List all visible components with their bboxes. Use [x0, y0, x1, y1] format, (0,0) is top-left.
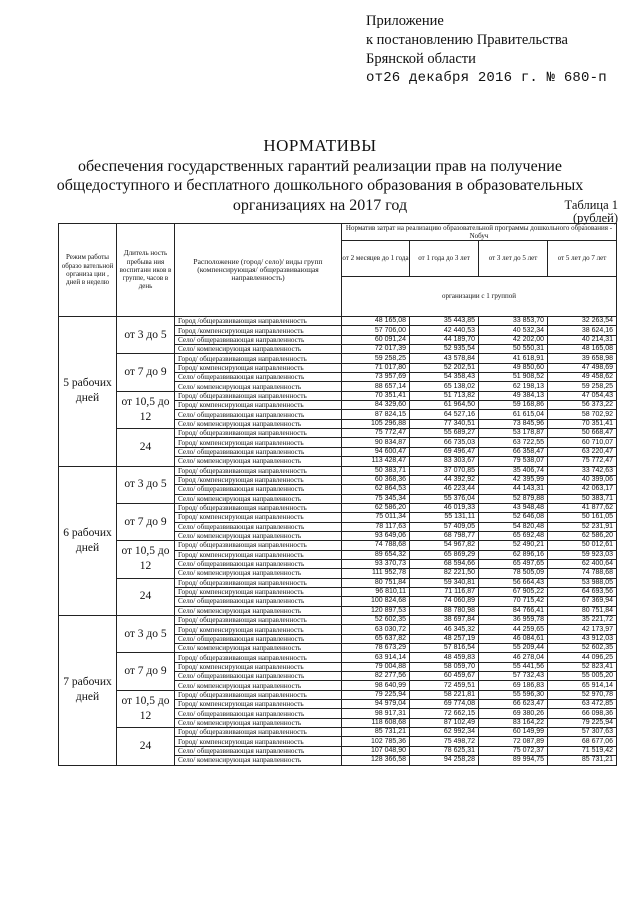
value-cell: 46 345,32	[410, 625, 479, 634]
value-cell: 75 498,72	[410, 737, 479, 746]
title-line-3: организациях на 2017 год	[232, 196, 408, 214]
location-cell: Село/ общеразвивающая направленность	[175, 746, 342, 755]
value-cell: 49 458,62	[548, 373, 617, 382]
value-cell: 73 957,69	[342, 373, 410, 382]
header-norm: Норматив затрат на реализацию образовательной программы дошкольного образования - Nобуч	[342, 224, 617, 241]
value-cell: 78 117,63	[342, 522, 410, 531]
value-cell: 60 368,36	[342, 475, 410, 484]
value-cell: 60 710,07	[548, 438, 617, 447]
value-cell: 54 967,82	[410, 541, 479, 550]
mode-cell: 7 рабочих дней	[59, 616, 117, 766]
value-cell: 62 896,16	[479, 550, 548, 559]
location-cell: Село/ компенсирующая направленность	[175, 718, 342, 727]
location-cell: Село/ компенсирующая направленность	[175, 756, 342, 765]
value-cell: 65 637,82	[342, 634, 410, 643]
duration-cell: от 10,5 до 12	[117, 690, 175, 727]
value-cell: 71 116,87	[410, 587, 479, 596]
table-row	[59, 503, 617, 512]
value-cell: 44 392,92	[410, 475, 479, 484]
location-cell: Город/ общеразвивающая направленность	[175, 728, 342, 737]
value-cell: 54 820,48	[479, 522, 548, 531]
value-cell: 65 869,29	[410, 550, 479, 559]
value-cell: 82 221,50	[410, 569, 479, 578]
value-cell: 63 722,55	[479, 438, 548, 447]
value-cell: 75 772,47	[342, 429, 410, 438]
value-cell: 58 702,92	[548, 410, 617, 419]
value-cell: 68 798,77	[410, 531, 479, 540]
value-cell: 52 935,54	[410, 345, 479, 354]
value-cell: 85 731,21	[342, 728, 410, 737]
location-cell: Город/ компенсирующая направленность	[175, 737, 342, 746]
value-cell: 35 221,72	[548, 616, 617, 625]
value-cell: 47 498,69	[548, 363, 617, 372]
location-cell: Село/ компенсирующая направленность	[175, 681, 342, 690]
value-cell: 43 912,03	[548, 634, 617, 643]
table-body	[59, 317, 617, 766]
value-cell: 55 209,44	[479, 644, 548, 653]
value-cell: 89 654,32	[342, 550, 410, 559]
value-cell: 93 370,73	[342, 559, 410, 568]
location-cell: Город/ компенсирующая направленность	[175, 401, 342, 410]
duration-cell: от 7 до 9	[117, 503, 175, 540]
norms-table	[58, 223, 617, 766]
value-cell: 59 168,86	[479, 401, 548, 410]
value-cell: 74 788,68	[342, 541, 410, 550]
value-cell: 94 979,04	[342, 700, 410, 709]
value-cell: 38 624,16	[548, 326, 617, 335]
value-cell: 82 277,56	[342, 672, 410, 681]
value-cell: 74 788,68	[548, 569, 617, 578]
value-cell: 63 220,47	[548, 447, 617, 456]
location-cell: Город /общеразвивающая направленность	[175, 317, 342, 326]
value-cell: 107 048,90	[342, 746, 410, 755]
duration-cell: от 10,5 до 12	[117, 391, 175, 428]
location-cell: Город/ общеразвивающая направленность	[175, 690, 342, 699]
value-cell: 50 161,05	[548, 513, 617, 522]
value-cell: 100 824,68	[342, 597, 410, 606]
value-cell: 83 164,22	[479, 718, 548, 727]
value-cell: 128 366,58	[342, 756, 410, 765]
value-cell: 89 994,75	[479, 756, 548, 765]
location-cell: Село/ компенсирующая направленность	[175, 382, 342, 391]
value-cell: 78 673,29	[342, 644, 410, 653]
value-cell: 68 594,66	[410, 559, 479, 568]
value-cell: 48 257,19	[410, 634, 479, 643]
value-cell: 72 459,51	[410, 681, 479, 690]
value-cell: 63 030,72	[342, 625, 410, 634]
value-cell: 40 532,34	[479, 326, 548, 335]
location-cell: Город/ общеразвивающая направленность	[175, 354, 342, 363]
value-cell: 59 258,25	[548, 382, 617, 391]
value-cell: 66 623,47	[479, 700, 548, 709]
duration-cell: от 3 до 5	[117, 616, 175, 653]
value-cell: 41 618,91	[479, 354, 548, 363]
location-cell: Село/ общеразвивающая направленность	[175, 485, 342, 494]
table-row	[59, 354, 617, 363]
value-cell: 62 586,20	[342, 503, 410, 512]
value-cell: 43 948,48	[479, 503, 548, 512]
value-cell: 46 084,61	[479, 634, 548, 643]
value-cell: 50 550,31	[479, 345, 548, 354]
value-cell: 102 785,36	[342, 737, 410, 746]
duration-cell: 24	[117, 429, 175, 466]
value-cell: 52 646,08	[479, 513, 548, 522]
value-cell: 63 914,14	[342, 653, 410, 662]
appendix-header	[366, 12, 607, 88]
header-age-3: от 3 лет до 5 лет	[479, 241, 548, 277]
value-cell: 64 693,56	[548, 587, 617, 596]
value-cell: 57 409,05	[410, 522, 479, 531]
value-cell: 52 231,91	[548, 522, 617, 531]
location-cell: Город/ компенсирующая направленность	[175, 587, 342, 596]
value-cell: 52 202,51	[410, 363, 479, 372]
duration-cell: от 3 до 5	[117, 317, 175, 354]
mode-cell: 6 рабочих дней	[59, 466, 117, 616]
value-cell: 60 149,99	[479, 728, 548, 737]
location-cell: Город/ компенсирующая направленность	[175, 513, 342, 522]
header-age-1: от 2 месяцев до 1 года	[342, 241, 410, 277]
value-cell: 77 340,51	[410, 419, 479, 428]
value-cell: 64 527,16	[410, 410, 479, 419]
value-cell: 42 202,00	[479, 335, 548, 344]
value-cell: 50 383,71	[548, 494, 617, 503]
value-cell: 52 602,35	[342, 616, 410, 625]
table-row	[59, 690, 617, 699]
value-cell: 55 376,04	[410, 494, 479, 503]
value-cell: 51 908,52	[479, 373, 548, 382]
value-cell: 61 615,04	[479, 410, 548, 419]
value-cell: 98 917,31	[342, 709, 410, 718]
value-cell: 55 689,27	[410, 429, 479, 438]
header-age-4: от 5 лет до 7 лет	[548, 241, 617, 277]
value-cell: 70 715,42	[479, 597, 548, 606]
value-cell: 35 406,74	[479, 466, 548, 475]
value-cell: 47 054,43	[548, 391, 617, 400]
location-cell: Село/ общеразвивающая направленность	[175, 410, 342, 419]
title-line-2: общедоступного и бесплатного дошкольного образования в образовательных	[56, 177, 584, 194]
value-cell: 80 751,84	[342, 578, 410, 587]
table-row	[59, 728, 617, 737]
value-cell: 62 864,53	[342, 485, 410, 494]
value-cell: 70 351,41	[548, 419, 617, 428]
table-row	[59, 317, 617, 326]
location-cell: Город /компенсирующая направленность	[175, 475, 342, 484]
value-cell: 69 774,08	[410, 700, 479, 709]
location-cell: Город/ общеразвивающая направленность	[175, 391, 342, 400]
value-cell: 49 384,13	[479, 391, 548, 400]
value-cell: 46 223,44	[410, 485, 479, 494]
value-cell: 55 441,56	[479, 662, 548, 671]
table-row	[59, 541, 617, 550]
value-cell: 88 657,14	[342, 382, 410, 391]
value-cell: 84 766,41	[479, 606, 548, 615]
table-row	[59, 466, 617, 475]
value-cell: 57 307,63	[548, 728, 617, 737]
location-cell: Город/ общеразвивающая направленность	[175, 503, 342, 512]
table-row	[59, 391, 617, 400]
value-cell: 49 850,60	[479, 363, 548, 372]
value-cell: 44 096,25	[548, 653, 617, 662]
value-cell: 79 004,88	[342, 662, 410, 671]
value-cell: 83 303,67	[410, 457, 479, 466]
value-cell: 79 225,94	[342, 690, 410, 699]
value-cell: 40 214,31	[548, 335, 617, 344]
value-cell: 75 345,34	[342, 494, 410, 503]
location-cell: Город/ компенсирующая направленность	[175, 625, 342, 634]
value-cell: 57 706,00	[342, 326, 410, 335]
value-cell: 51 713,82	[410, 391, 479, 400]
value-cell: 78 625,31	[410, 746, 479, 755]
value-cell: 84 329,60	[342, 401, 410, 410]
location-cell: Город/ общеразвивающая направленность	[175, 466, 342, 475]
location-cell: Село/ компенсирующая направленность	[175, 531, 342, 540]
location-cell: Село/ компенсирующая направленность	[175, 345, 342, 354]
decree-date-number: от26 декабря 2016 г. № 680-п	[366, 70, 607, 86]
location-cell: Город/ общеразвивающая направленность	[175, 541, 342, 550]
appendix-line-2: к постановлению Правительства	[366, 32, 568, 48]
location-cell: Село/ компенсирующая направленность	[175, 644, 342, 653]
mode-cell: 5 рабочих дней	[59, 317, 117, 467]
value-cell: 68 677,06	[548, 737, 617, 746]
value-cell: 75 772,47	[548, 457, 617, 466]
location-cell: Город /компенсирующая направленность	[175, 326, 342, 335]
location-cell: Село/ общеразвивающая направленность	[175, 559, 342, 568]
value-cell: 44 143,31	[479, 485, 548, 494]
duration-cell: 24	[117, 728, 175, 765]
value-cell: 52 823,41	[548, 662, 617, 671]
value-cell: 62 586,20	[548, 531, 617, 540]
appendix-line-3: Брянской области	[366, 51, 476, 67]
value-cell: 59 258,25	[342, 354, 410, 363]
value-cell: 42 395,99	[479, 475, 548, 484]
location-cell: Село/ общеразвивающая направленность	[175, 522, 342, 531]
value-cell: 60 459,67	[410, 672, 479, 681]
value-cell: 33 853,70	[479, 317, 548, 326]
value-cell: 52 602,35	[548, 644, 617, 653]
value-cell: 55 131,11	[410, 513, 479, 522]
table-row	[59, 653, 617, 662]
location-cell: Село/ компенсирующая направленность	[175, 606, 342, 615]
table-row	[59, 429, 617, 438]
value-cell: 69 186,83	[479, 681, 548, 690]
table-row	[59, 616, 617, 625]
value-cell: 71 519,42	[548, 746, 617, 755]
value-cell: 59 340,81	[410, 578, 479, 587]
value-cell: 50 012,61	[548, 541, 617, 550]
table-label: Таблица 1	[564, 198, 618, 212]
value-cell: 88 780,98	[410, 606, 479, 615]
value-cell: 62 992,34	[410, 728, 479, 737]
value-cell: 75 072,37	[479, 746, 548, 755]
value-cell: 96 810,11	[342, 587, 410, 596]
value-cell: 98 640,99	[342, 681, 410, 690]
header-mode: Режим работы образо вательной организа ции , дней в неделю	[59, 224, 117, 317]
value-cell: 69 496,47	[410, 447, 479, 456]
location-cell: Город/ общеразвивающая направленность	[175, 578, 342, 587]
value-cell: 105 296,88	[342, 419, 410, 428]
value-cell: 72 017,39	[342, 345, 410, 354]
header-location: Расположение (город/ село)/ виды групп (компенсирующая/ общеразвивающая направленность)	[175, 224, 342, 317]
location-cell: Село/ общеразвивающая направленность	[175, 373, 342, 382]
value-cell: 55 005,20	[548, 672, 617, 681]
value-cell: 62 198,13	[479, 382, 548, 391]
value-cell: 38 697,84	[410, 616, 479, 625]
value-cell: 33 742,63	[548, 466, 617, 475]
value-cell: 90 834,87	[342, 438, 410, 447]
value-cell: 52 970,78	[548, 690, 617, 699]
value-cell: 32 263,54	[548, 317, 617, 326]
location-cell: Город/ компенсирующая направленность	[175, 363, 342, 372]
value-cell: 41 877,62	[548, 503, 617, 512]
table-note	[565, 199, 618, 225]
header-group-row: организации с 1 группой	[342, 277, 617, 317]
value-cell: 50 668,47	[548, 429, 617, 438]
value-cell: 35 443,85	[410, 317, 479, 326]
value-cell: 53 178,87	[479, 429, 548, 438]
value-cell: 43 578,84	[410, 354, 479, 363]
location-cell: Село/ компенсирующая направленность	[175, 494, 342, 503]
value-cell: 58 059,70	[410, 662, 479, 671]
value-cell: 37 070,85	[410, 466, 479, 475]
location-cell: Город/ общеразвивающая направленность	[175, 616, 342, 625]
value-cell: 57 816,54	[410, 644, 479, 653]
title-main: НОРМАТИВЫ	[263, 136, 377, 155]
value-cell: 79 225,94	[548, 718, 617, 727]
value-cell: 111 952,78	[342, 569, 410, 578]
value-cell: 65 914,14	[548, 681, 617, 690]
location-cell: Село/ общеразвивающая направленность	[175, 672, 342, 681]
value-cell: 87 824,15	[342, 410, 410, 419]
value-cell: 66 735,03	[410, 438, 479, 447]
value-cell: 74 060,89	[410, 597, 479, 606]
value-cell: 75 011,34	[342, 513, 410, 522]
value-cell: 56 373,22	[548, 401, 617, 410]
value-cell: 72 087,89	[479, 737, 548, 746]
value-cell: 62 400,64	[548, 559, 617, 568]
value-cell: 42 173,97	[548, 625, 617, 634]
value-cell: 79 538,07	[479, 457, 548, 466]
value-cell: 53 988,05	[548, 578, 617, 587]
value-cell: 93 649,06	[342, 531, 410, 540]
value-cell: 67 369,94	[548, 597, 617, 606]
value-cell: 59 923,03	[548, 550, 617, 559]
location-cell: Село/ общеразвивающая направленность	[175, 597, 342, 606]
value-cell: 65 138,02	[410, 382, 479, 391]
location-cell: Село/ компенсирующая направленность	[175, 419, 342, 428]
value-cell: 66 358,47	[479, 447, 548, 456]
value-cell: 48 165,08	[342, 317, 410, 326]
location-cell: Село/ общеразвивающая направленность	[175, 335, 342, 344]
value-cell: 52 879,88	[479, 494, 548, 503]
value-cell: 72 662,15	[410, 709, 479, 718]
location-cell: Село/ общеразвивающая направленность	[175, 634, 342, 643]
value-cell: 54 358,43	[410, 373, 479, 382]
duration-cell: от 3 до 5	[117, 466, 175, 503]
location-cell: Город/ компенсирующая направленность	[175, 700, 342, 709]
document-title	[0, 136, 640, 215]
value-cell: 52 490,21	[479, 541, 548, 550]
header-age-2: от 1 года до 3 лет	[410, 241, 479, 277]
value-cell: 85 731,21	[548, 756, 617, 765]
value-cell: 70 351,41	[342, 391, 410, 400]
duration-cell: от 7 до 9	[117, 354, 175, 391]
value-cell: 44 259,65	[479, 625, 548, 634]
value-cell: 118 608,68	[342, 718, 410, 727]
location-cell: Город/ общеразвивающая направленность	[175, 653, 342, 662]
value-cell: 58 221,81	[410, 690, 479, 699]
value-cell: 60 091,24	[342, 335, 410, 344]
value-cell: 61 964,50	[410, 401, 479, 410]
value-cell: 67 905,22	[479, 587, 548, 596]
value-cell: 40 399,06	[548, 475, 617, 484]
value-cell: 36 959,78	[479, 616, 548, 625]
location-cell: Село/ общеразвивающая направленность	[175, 709, 342, 718]
value-cell: 120 897,53	[342, 606, 410, 615]
duration-cell: 24	[117, 578, 175, 615]
value-cell: 42 440,53	[410, 326, 479, 335]
value-cell: 39 658,98	[548, 354, 617, 363]
value-cell: 66 098,36	[548, 709, 617, 718]
value-cell: 46 019,33	[410, 503, 479, 512]
value-cell: 94 258,28	[410, 756, 479, 765]
value-cell: 78 505,09	[479, 569, 548, 578]
value-cell: 113 428,47	[342, 457, 410, 466]
location-cell: Город/ компенсирующая направленность	[175, 662, 342, 671]
header-duration: Длитель ность пребыва ния воспитанн иков в группе, часов в день	[117, 224, 175, 317]
value-cell: 94 600,47	[342, 447, 410, 456]
location-cell: Село/ общеразвивающая направленность	[175, 447, 342, 456]
table-unit: (рублей)	[572, 211, 618, 225]
value-cell: 55 596,30	[479, 690, 548, 699]
value-cell: 56 664,43	[479, 578, 548, 587]
value-cell: 69 380,26	[479, 709, 548, 718]
value-cell: 87 102,49	[410, 718, 479, 727]
appendix-line-1: Приложение	[366, 13, 444, 29]
duration-cell: от 7 до 9	[117, 653, 175, 690]
value-cell: 48 165,08	[548, 345, 617, 354]
location-cell: Город/ общеразвивающая направленность	[175, 429, 342, 438]
location-cell: Село/ компенсирующая направленность	[175, 569, 342, 578]
value-cell: 65 497,65	[479, 559, 548, 568]
value-cell: 48 459,83	[410, 653, 479, 662]
value-cell: 46 278,04	[479, 653, 548, 662]
location-cell: Город/ компенсирующая направленность	[175, 438, 342, 447]
title-line-1: обеспечения государственных гарантий реализации прав на получение	[78, 157, 562, 175]
value-cell: 80 751,84	[548, 606, 617, 615]
value-cell: 73 845,96	[479, 419, 548, 428]
duration-cell: от 10,5 до 12	[117, 541, 175, 578]
value-cell: 57 732,43	[479, 672, 548, 681]
value-cell: 63 472,85	[548, 700, 617, 709]
location-cell: Город/ компенсирующая направленность	[175, 550, 342, 559]
value-cell: 50 383,71	[342, 466, 410, 475]
value-cell: 44 189,70	[410, 335, 479, 344]
value-cell: 71 017,80	[342, 363, 410, 372]
value-cell: 42 063,17	[548, 485, 617, 494]
location-cell: Село/ компенсирующая направленность	[175, 457, 342, 466]
value-cell: 65 692,48	[479, 531, 548, 540]
table-row	[59, 578, 617, 587]
